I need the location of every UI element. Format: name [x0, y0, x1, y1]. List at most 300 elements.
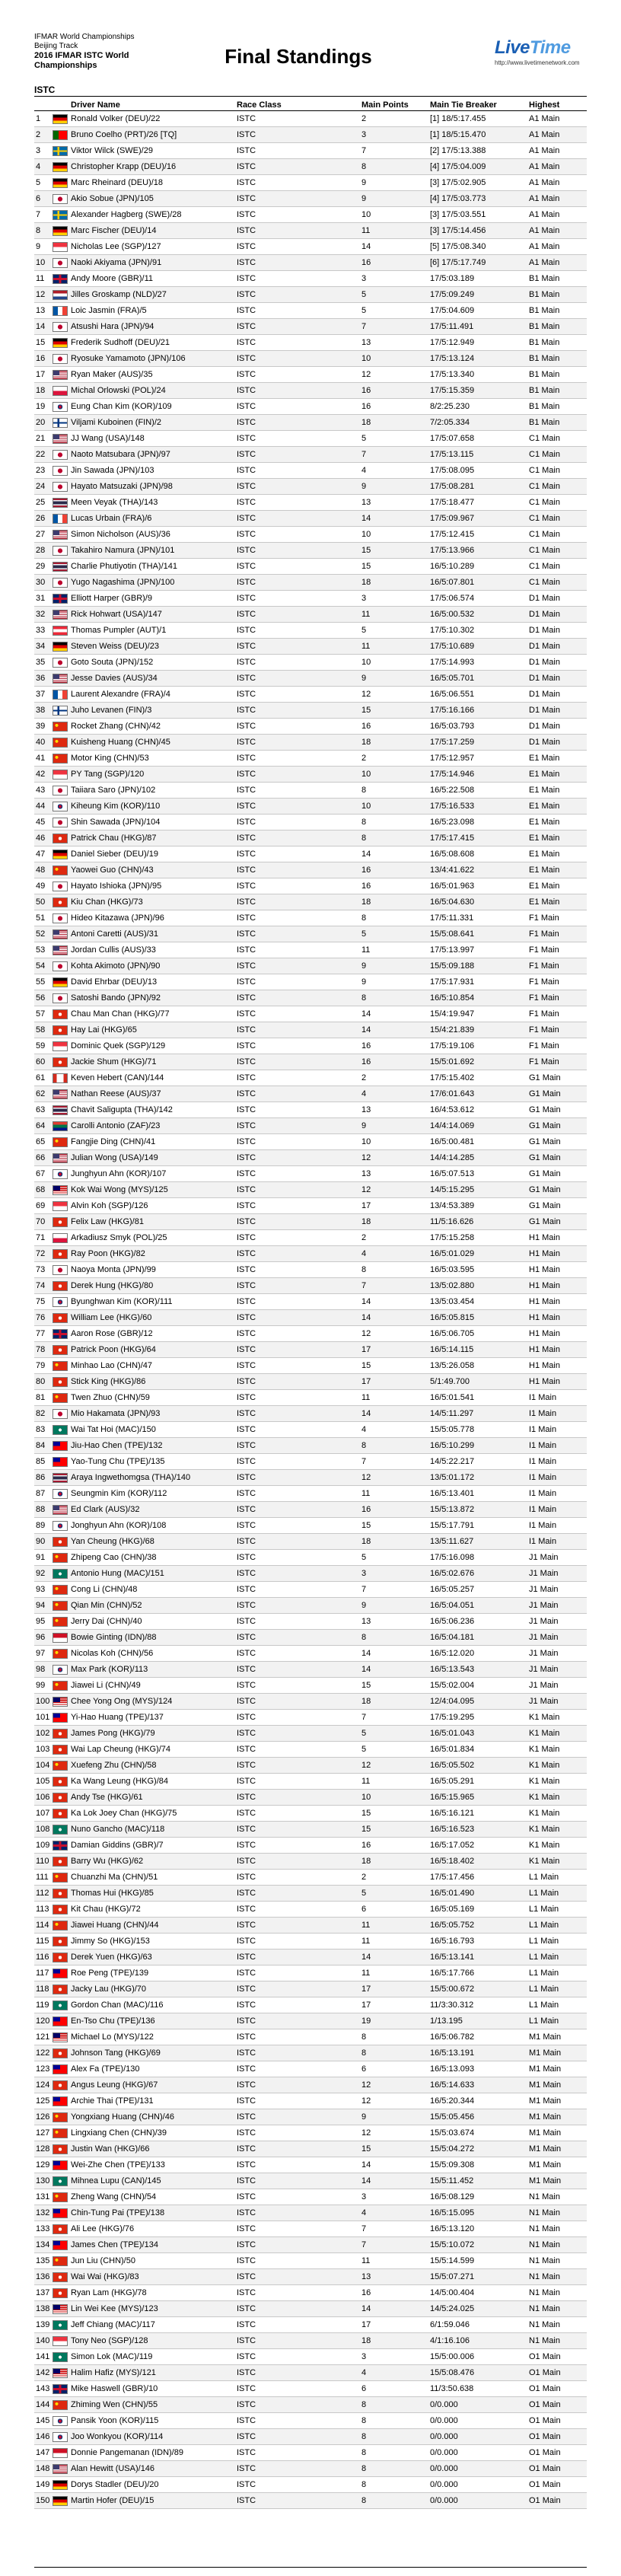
table-row: [34, 1374, 587, 1390]
race-class-cell: ISTC: [235, 1326, 360, 1342]
driver-name-cell: Xuefeng Zhu (CHN)/58: [69, 1758, 235, 1774]
driver-name-cell: Qian Min (CHN)/52: [69, 1598, 235, 1614]
main-points-cell: 4: [360, 1246, 428, 1262]
flag-cell: [51, 2349, 69, 2365]
position-cell: 11: [34, 271, 51, 287]
main-points-cell: 15: [360, 703, 428, 719]
flag-cell: [51, 1294, 69, 1310]
table-row: [34, 1150, 587, 1166]
highest-main-cell: N1 Main: [527, 2317, 587, 2333]
tie-breaker-cell: 11/3:50.638: [428, 2381, 527, 2397]
table-row: [34, 2189, 587, 2205]
table-row: [34, 1278, 587, 1294]
highest-main-cell: L1 Main: [527, 1886, 587, 1902]
tie-breaker-cell: 15/5:11.452: [428, 2173, 527, 2189]
country-flag-icon: [53, 562, 68, 572]
driver-name-cell: Ronald Volker (DEU)/22: [69, 111, 235, 127]
tie-breaker-cell: 11/5:16.626: [428, 1214, 527, 1230]
race-class-cell: ISTC: [235, 495, 360, 511]
driver-name-cell: Marc Rheinard (DEU)/18: [69, 175, 235, 191]
table-row: [34, 1438, 587, 1454]
country-flag-icon: [53, 2016, 68, 2026]
flag-cell: [51, 1678, 69, 1694]
main-points-cell: 17: [360, 1374, 428, 1390]
highest-main-cell: C1 Main: [527, 447, 587, 463]
tie-breaker-cell: [2] 17/5:13.388: [428, 143, 527, 159]
position-cell: 118: [34, 1981, 51, 1997]
position-cell: 145: [34, 2413, 51, 2429]
country-flag-icon: [53, 1569, 68, 1579]
table-row: [34, 719, 587, 735]
tie-breaker-cell: 15/5:00.672: [428, 1981, 527, 1997]
country-flag-icon: [53, 1857, 68, 1867]
position-cell: 147: [34, 2445, 51, 2461]
table-row: [34, 639, 587, 655]
country-flag-icon: [53, 1185, 68, 1195]
table-row: [34, 831, 587, 846]
highest-main-cell: B1 Main: [527, 335, 587, 351]
race-class-cell: ISTC: [235, 1518, 360, 1534]
table-row: [34, 926, 587, 942]
table-row: [34, 1086, 587, 1102]
table-row: [34, 415, 587, 431]
driver-name-cell: Viktor Wilck (SWE)/29: [69, 143, 235, 159]
flag-cell: [51, 1965, 69, 1981]
position-cell: 89: [34, 1518, 51, 1534]
highest-main-cell: N1 Main: [527, 2205, 587, 2221]
driver-name-cell: Carolli Antonio (ZAF)/23: [69, 1118, 235, 1134]
tie-breaker-cell: 17/5:04.609: [428, 303, 527, 319]
tie-breaker-cell: 17/5:13.124: [428, 351, 527, 367]
highest-main-cell: M1 Main: [527, 2077, 587, 2093]
position-cell: 72: [34, 1246, 51, 1262]
country-flag-icon: [53, 146, 68, 156]
main-points-cell: 11: [360, 1934, 428, 1950]
country-flag-icon: [53, 1361, 68, 1371]
tie-breaker-cell: 0/0.000: [428, 2445, 527, 2461]
country-flag-icon: [53, 2272, 68, 2282]
position-cell: 15: [34, 335, 51, 351]
country-flag-icon: [53, 1105, 68, 1115]
position-cell: 84: [34, 1438, 51, 1454]
position-cell: 97: [34, 1646, 51, 1662]
main-points-cell: 16: [360, 383, 428, 399]
country-flag-icon: [53, 897, 68, 907]
country-flag-icon: [53, 2080, 68, 2090]
table-row: [34, 175, 587, 191]
tie-breaker-cell: 15/5:08.641: [428, 926, 527, 942]
main-points-cell: 12: [360, 1150, 428, 1166]
position-cell: 148: [34, 2461, 51, 2477]
driver-name-cell: Jiu-Hao Chen (TPE)/132: [69, 1438, 235, 1454]
table-row: [34, 1902, 587, 1918]
position-cell: 2: [34, 127, 51, 143]
race-class-cell: ISTC: [235, 1150, 360, 1166]
highest-main-cell: F1 Main: [527, 1054, 587, 1070]
country-flag-icon: [53, 1937, 68, 1946]
tie-breaker-cell: 16/5:10.299: [428, 1438, 527, 1454]
driver-name-cell: Dorys Stadler (DEU)/20: [69, 2477, 235, 2493]
position-cell: 7: [34, 207, 51, 223]
highest-main-cell: B1 Main: [527, 367, 587, 383]
flag-cell: [51, 239, 69, 255]
tie-breaker-cell: 16/5:08.608: [428, 846, 527, 862]
race-class-cell: ISTC: [235, 2077, 360, 2093]
position-cell: 59: [34, 1038, 51, 1054]
tie-breaker-cell: [3] 17/5:03.551: [428, 207, 527, 223]
highest-main-cell: H1 Main: [527, 1294, 587, 1310]
driver-name-cell: Juho Levanen (FIN)/3: [69, 703, 235, 719]
main-points-cell: 8: [360, 910, 428, 926]
driver-name-cell: Gordon Chan (MAC)/116: [69, 1997, 235, 2013]
tie-breaker-cell: 0/0.000: [428, 2493, 527, 2509]
driver-name-cell: Meen Veyak (THA)/143: [69, 495, 235, 511]
tie-breaker-cell: 15/5:09.308: [428, 2157, 527, 2173]
flag-cell: [51, 159, 69, 175]
tie-breaker-cell: 16/5:15.095: [428, 2205, 527, 2221]
country-flag-icon: [53, 1601, 68, 1611]
driver-name-cell: Antonio Hung (MAC)/151: [69, 1566, 235, 1582]
table-row: [34, 751, 587, 767]
race-class-cell: ISTC: [235, 1822, 360, 1838]
country-flag-icon: [53, 1281, 68, 1291]
flag-cell: [51, 1134, 69, 1150]
race-class-cell: ISTC: [235, 910, 360, 926]
position-cell: 77: [34, 1326, 51, 1342]
country-flag-icon: [53, 1921, 68, 1930]
country-flag-icon: [53, 850, 68, 859]
table-row: [34, 2317, 587, 2333]
race-class-cell: ISTC: [235, 2125, 360, 2141]
table-row: [34, 942, 587, 958]
position-cell: 107: [34, 1806, 51, 1822]
country-flag-icon: [53, 1729, 68, 1739]
race-class-cell: ISTC: [235, 2301, 360, 2317]
tie-breaker-cell: 16/5:02.676: [428, 1566, 527, 1582]
race-class-cell: ISTC: [235, 143, 360, 159]
tie-breaker-cell: 15/5:00.006: [428, 2349, 527, 2365]
race-class-cell: ISTC: [235, 447, 360, 463]
driver-name-cell: Atsushi Hara (JPN)/94: [69, 319, 235, 335]
country-flag-icon: [53, 418, 68, 428]
main-points-cell: 14: [360, 2301, 428, 2317]
table-row: [34, 223, 587, 239]
table-row: [34, 1918, 587, 1934]
main-points-cell: 4: [360, 2365, 428, 2381]
flag-cell: [51, 1246, 69, 1262]
driver-name-cell: Thomas Hui (HKG)/85: [69, 1886, 235, 1902]
tie-breaker-cell: 15/5:04.272: [428, 2141, 527, 2157]
highest-main-cell: O1 Main: [527, 2381, 587, 2397]
race-class-cell: ISTC: [235, 1694, 360, 1710]
main-points-cell: 6: [360, 2061, 428, 2077]
position-cell: 31: [34, 591, 51, 607]
table-row: [34, 2349, 587, 2365]
highest-main-cell: N1 Main: [527, 2269, 587, 2285]
table-row: [34, 463, 587, 479]
main-points-cell: 11: [360, 223, 428, 239]
tie-breaker-cell: 0/0.000: [428, 2477, 527, 2493]
highest-main-cell: M1 Main: [527, 2045, 587, 2061]
flag-cell: [51, 1566, 69, 1582]
race-class-cell: ISTC: [235, 1886, 360, 1902]
position-cell: 67: [34, 1166, 51, 1182]
driver-name-cell: Zhiming Wen (CHN)/55: [69, 2397, 235, 2413]
main-points-cell: 8: [360, 2429, 428, 2445]
flag-cell: [51, 2237, 69, 2253]
position-cell: 115: [34, 1934, 51, 1950]
main-points-cell: 7: [360, 2221, 428, 2237]
table-row: [34, 1726, 587, 1742]
highest-main-cell: H1 Main: [527, 1374, 587, 1390]
highest-main-cell: B1 Main: [527, 287, 587, 303]
flag-cell: [51, 1358, 69, 1374]
position-cell: 120: [34, 2013, 51, 2029]
position-cell: 74: [34, 1278, 51, 1294]
driver-name-cell: Wai Tat Hoi (MAC)/150: [69, 1422, 235, 1438]
standings-table: [34, 100, 587, 2509]
position-cell: 66: [34, 1150, 51, 1166]
highest-main-cell: B1 Main: [527, 415, 587, 431]
driver-name-cell: Michael Lo (MYS)/122: [69, 2029, 235, 2045]
country-flag-icon: [53, 1617, 68, 1627]
main-points-cell: 14: [360, 1006, 428, 1022]
tie-breaker-cell: 16/5:05.502: [428, 1758, 527, 1774]
flag-cell: [51, 335, 69, 351]
race-class-cell: ISTC: [235, 1422, 360, 1438]
tie-breaker-cell: 16/5:13.401: [428, 1486, 527, 1502]
position-cell: 18: [34, 383, 51, 399]
country-flag-icon: [53, 1089, 68, 1099]
table-row: [34, 1230, 587, 1246]
position-cell: 50: [34, 894, 51, 910]
driver-name-cell: Byunghwan Kim (KOR)/111: [69, 1294, 235, 1310]
flag-cell: [51, 719, 69, 735]
country-flag-icon: [53, 2368, 68, 2378]
highest-main-cell: B1 Main: [527, 303, 587, 319]
race-class-cell: ISTC: [235, 2269, 360, 2285]
position-cell: 78: [34, 1342, 51, 1358]
flag-cell: [51, 2093, 69, 2109]
championship-name-line1: 2016 IFMAR ISTC World: [34, 51, 129, 60]
flag-cell: [51, 447, 69, 463]
driver-name-cell: Jilles Groskamp (NLD)/27: [69, 287, 235, 303]
driver-name-cell: Derek Hung (HKG)/80: [69, 1278, 235, 1294]
main-points-cell: 10: [360, 767, 428, 783]
driver-name-cell: David Ehrbar (DEU)/13: [69, 974, 235, 990]
country-flag-icon: [53, 2144, 68, 2154]
driver-name-cell: JJ Wang (USA)/148: [69, 431, 235, 447]
table-row: [34, 1630, 587, 1646]
table-row: [34, 2109, 587, 2125]
main-points-cell: 9: [360, 958, 428, 974]
tie-breaker-cell: 17/5:18.477: [428, 495, 527, 511]
main-points-cell: 16: [360, 2285, 428, 2301]
driver-name-cell: Nuno Gancho (MAC)/118: [69, 1822, 235, 1838]
table-row: [34, 1614, 587, 1630]
race-class-cell: ISTC: [235, 479, 360, 495]
tie-breaker-cell: 1/13.195: [428, 2013, 527, 2029]
country-flag-icon: [53, 1777, 68, 1787]
tie-breaker-cell: 11/3:30.312: [428, 1997, 527, 2013]
table-row: [34, 351, 587, 367]
driver-name-cell: Martin Hofer (DEU)/15: [69, 2493, 235, 2509]
main-points-cell: 5: [360, 1742, 428, 1758]
driver-name-cell: Zheng Wang (CHN)/54: [69, 2189, 235, 2205]
driver-name-cell: Ka Lok Joey Chan (HKG)/75: [69, 1806, 235, 1822]
tie-breaker-cell: 16/5:06.236: [428, 1614, 527, 1630]
main-points-cell: 14: [360, 1646, 428, 1662]
flag-cell: [51, 319, 69, 335]
country-flag-icon: [53, 514, 68, 524]
tie-breaker-cell: 17/5:17.931: [428, 974, 527, 990]
highest-main-cell: B1 Main: [527, 319, 587, 335]
position-cell: 141: [34, 2349, 51, 2365]
driver-name-cell: Felix Law (HKG)/81: [69, 1214, 235, 1230]
race-class-cell: ISTC: [235, 1710, 360, 1726]
driver-name-cell: Jesse Davies (AUS)/34: [69, 671, 235, 687]
race-class-cell: ISTC: [235, 1854, 360, 1870]
position-cell: 26: [34, 511, 51, 527]
driver-name-cell: Alvin Koh (SGP)/126: [69, 1198, 235, 1214]
race-class-cell: ISTC: [235, 2429, 360, 2445]
driver-name-cell: Andy Moore (GBR)/11: [69, 271, 235, 287]
race-class-cell: ISTC: [235, 1038, 360, 1054]
main-points-cell: 7: [360, 1582, 428, 1598]
country-flag-icon: [53, 1713, 68, 1723]
position-cell: 119: [34, 1997, 51, 2013]
tie-breaker-cell: 17/5:16.098: [428, 1550, 527, 1566]
highest-main-cell: E1 Main: [527, 862, 587, 878]
table-row: [34, 799, 587, 815]
flag-cell: [51, 2077, 69, 2093]
tie-breaker-cell: [4] 17/5:04.009: [428, 159, 527, 175]
race-class-cell: ISTC: [235, 1134, 360, 1150]
race-class-cell: ISTC: [235, 1086, 360, 1102]
table-row: [34, 2253, 587, 2269]
race-class-cell: ISTC: [235, 1758, 360, 1774]
position-cell: 134: [34, 2237, 51, 2253]
highest-main-cell: G1 Main: [527, 1134, 587, 1150]
table-row: [34, 2029, 587, 2045]
flag-cell: [51, 2317, 69, 2333]
flag-cell: [51, 990, 69, 1006]
highest-main-cell: B1 Main: [527, 271, 587, 287]
country-flag-icon: [53, 2048, 68, 2058]
highest-main-cell: O1 Main: [527, 2397, 587, 2413]
country-flag-icon: [53, 450, 68, 460]
country-flag-icon: [53, 1265, 68, 1275]
tie-breaker-cell: 17/5:13.966: [428, 543, 527, 559]
highest-main-cell: F1 Main: [527, 1006, 587, 1022]
position-cell: 60: [34, 1054, 51, 1070]
country-flag-icon: [53, 226, 68, 236]
race-class-cell: ISTC: [235, 958, 360, 974]
country-flag-icon: [53, 1409, 68, 1419]
table-row: [34, 2285, 587, 2301]
flag-cell: [51, 463, 69, 479]
tie-breaker-cell: [3] 17/5:14.456: [428, 223, 527, 239]
driver-name-cell: Roe Peng (TPE)/139: [69, 1965, 235, 1981]
position-cell: 56: [34, 990, 51, 1006]
tie-breaker-cell: 17/5:10.302: [428, 623, 527, 639]
highest-main-cell: B1 Main: [527, 383, 587, 399]
table-row: [34, 255, 587, 271]
country-flag-icon: [53, 2336, 68, 2346]
race-class-cell: ISTC: [235, 2173, 360, 2189]
country-flag-icon: [53, 1553, 68, 1563]
race-class-cell: ISTC: [235, 926, 360, 942]
table-row: [34, 1054, 587, 1070]
main-points-cell: 12: [360, 1182, 428, 1198]
flag-cell: [51, 191, 69, 207]
flag-cell: [51, 751, 69, 767]
flag-cell: [51, 687, 69, 703]
table-row: [34, 1358, 587, 1374]
highest-main-cell: E1 Main: [527, 783, 587, 799]
table-row: [34, 1950, 587, 1965]
driver-name-cell: Antoni Caretti (AUS)/31: [69, 926, 235, 942]
highest-main-cell: F1 Main: [527, 990, 587, 1006]
driver-name-cell: Shin Sawada (JPN)/104: [69, 815, 235, 831]
main-points-cell: 5: [360, 926, 428, 942]
highest-main-cell: K1 Main: [527, 1822, 587, 1838]
country-flag-icon: [53, 1649, 68, 1659]
table-row: [34, 2333, 587, 2349]
flag-cell: [51, 2493, 69, 2509]
highest-main-cell: F1 Main: [527, 974, 587, 990]
country-flag-icon: [53, 882, 68, 891]
highest-main-cell: D1 Main: [527, 655, 587, 671]
flag-cell: [51, 974, 69, 990]
table-row: [34, 367, 587, 383]
logo-word-time: Time: [530, 37, 571, 58]
table-row: [34, 815, 587, 831]
tie-breaker-cell: 13/5:01.172: [428, 1470, 527, 1486]
country-flag-icon: [53, 1009, 68, 1019]
position-cell: 36: [34, 671, 51, 687]
race-class-cell: ISTC: [235, 1374, 360, 1390]
position-cell: 69: [34, 1198, 51, 1214]
position-cell: 128: [34, 2141, 51, 2157]
col-header-driver-name: Driver Name: [69, 100, 235, 111]
highest-main-cell: E1 Main: [527, 751, 587, 767]
driver-name-cell: Chavit Saligupta (THA)/142: [69, 1102, 235, 1118]
race-class-cell: ISTC: [235, 1934, 360, 1950]
table-row: [34, 2093, 587, 2109]
table-row: [34, 862, 587, 878]
tie-breaker-cell: 17/5:11.331: [428, 910, 527, 926]
country-flag-icon: [53, 1633, 68, 1643]
highest-main-cell: E1 Main: [527, 894, 587, 910]
tie-breaker-cell: 16/5:01.490: [428, 1886, 527, 1902]
tie-breaker-cell: 15/5:08.476: [428, 2365, 527, 2381]
driver-name-cell: Chuanzhi Ma (CHN)/51: [69, 1870, 235, 1886]
country-flag-icon: [53, 1841, 68, 1851]
driver-name-cell: Yongxiang Huang (CHN)/46: [69, 2109, 235, 2125]
race-class-cell: ISTC: [235, 287, 360, 303]
position-cell: 80: [34, 1374, 51, 1390]
page-title: Final Standings: [225, 45, 372, 68]
table-row: [34, 1454, 587, 1470]
driver-name-cell: Jiawei Huang (CHN)/44: [69, 1918, 235, 1934]
highest-main-cell: M1 Main: [527, 2125, 587, 2141]
highest-main-cell: M1 Main: [527, 2173, 587, 2189]
country-flag-icon: [53, 1313, 68, 1323]
position-cell: 51: [34, 910, 51, 926]
flag-cell: [51, 351, 69, 367]
driver-name-cell: Yugo Nagashima (JPN)/100: [69, 575, 235, 591]
